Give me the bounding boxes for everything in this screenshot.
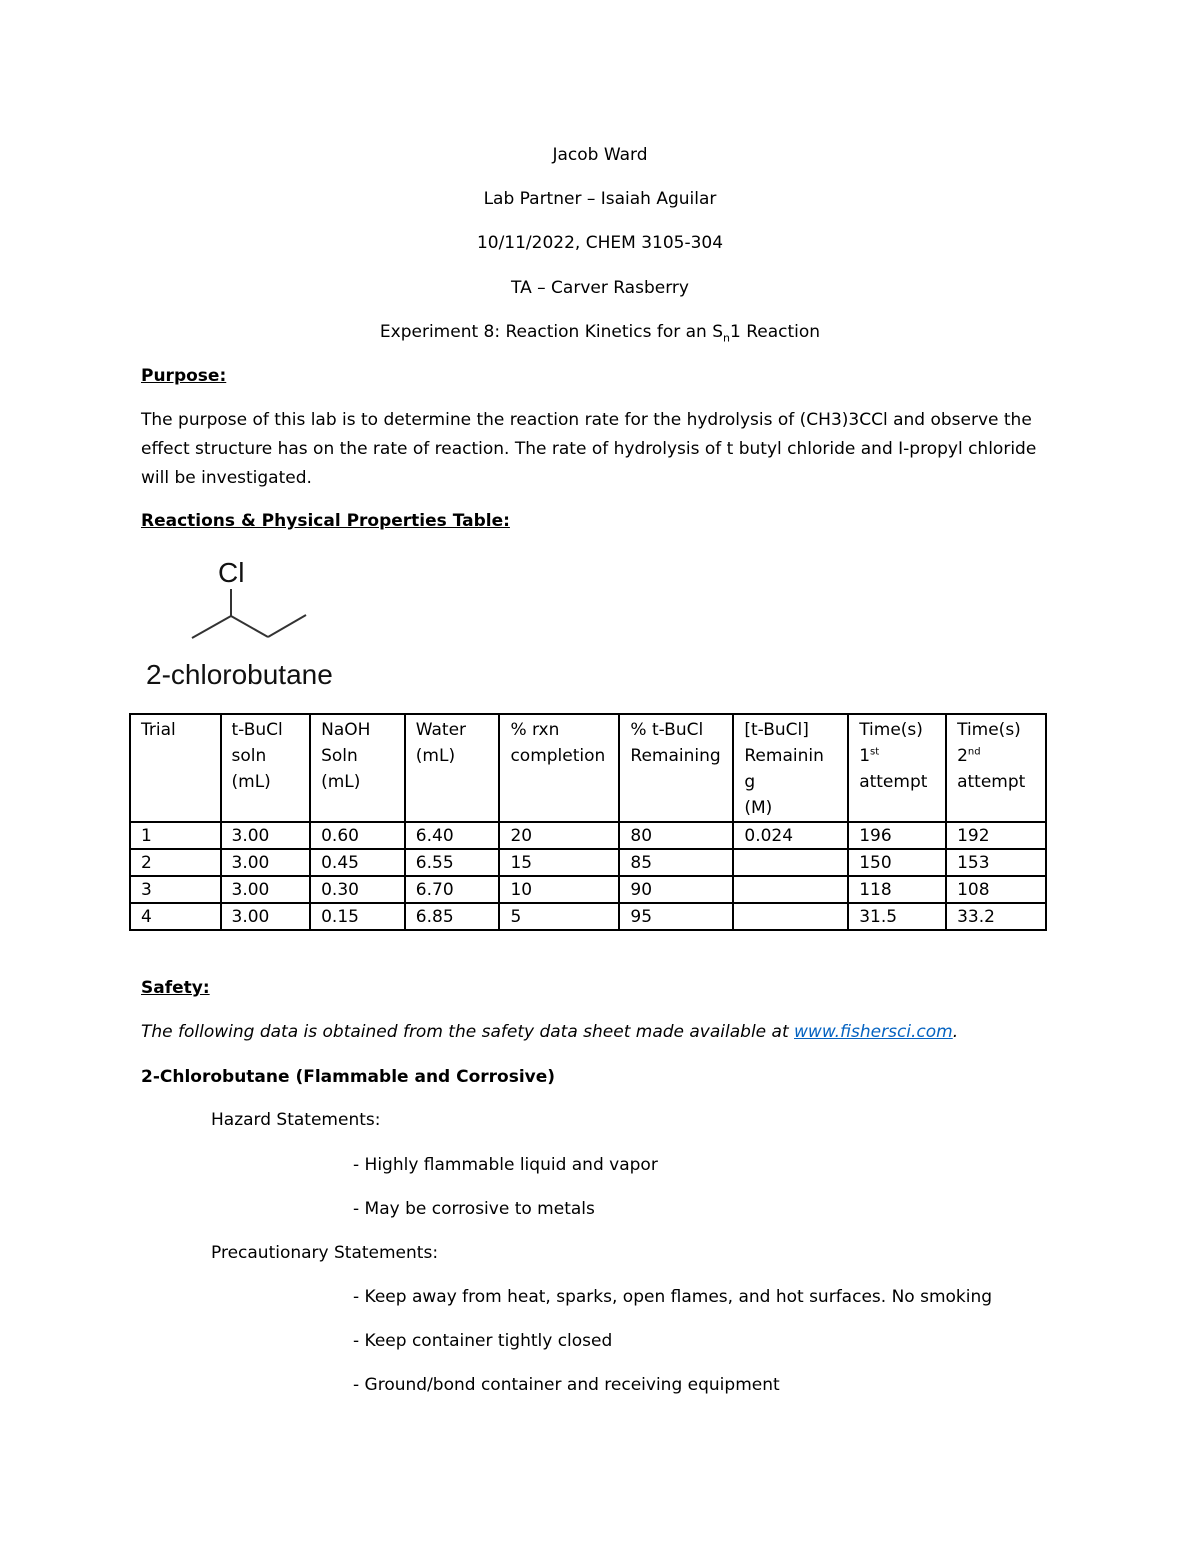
table-cell: 150 [848, 849, 946, 876]
table-cell: 6.55 [405, 849, 500, 876]
header-label: 2 [957, 746, 968, 766]
header-rxn-completion [499, 714, 619, 822]
header-label: (M) [744, 798, 773, 818]
experiment-title-subscript: n [723, 331, 730, 345]
table-cell [733, 903, 848, 930]
safety-heading: Safety: [141, 978, 210, 998]
header-label: NaOH [321, 720, 371, 740]
table-cell: 0.45 [310, 849, 405, 876]
table-cell: 0.60 [310, 822, 405, 849]
table-cell: 15 [499, 849, 619, 876]
structure-cl-label: Cl [218, 557, 245, 588]
header-time-first [848, 714, 946, 822]
date-course: 10/11/2022, CHEM 3105-304 [476, 233, 724, 253]
precaution-item: - Keep away from heat, sparks, open flames, and hot surfaces. No smoking [353, 1287, 993, 1307]
table-cell: 80 [619, 822, 733, 849]
header-label: Soln [321, 746, 358, 766]
experiment-title [0, 322, 1200, 344]
bond-left [192, 616, 231, 638]
purpose-heading: Purpose: [141, 366, 227, 386]
header-naoh-soln [310, 714, 405, 822]
bond-right [268, 615, 306, 637]
table-header-row [130, 714, 1046, 822]
table-row [130, 876, 1046, 903]
purpose-text: The purpose of this lab is to determine the reaction rate for the hydrolysis of (CH3)3CCl and observe the effect structure has on the rate of reaction. The rate of hydrolysis of t butyl chloride and I-propyl chloride will be investigated. [141, 410, 1037, 488]
table-cell: 31.5 [848, 903, 946, 930]
header-label: Time(s) [859, 720, 923, 740]
header-label: Remaining [630, 746, 721, 766]
hazard-item: - May be corrosive to metals [353, 1199, 595, 1219]
table-cell: 3.00 [221, 822, 311, 849]
header-label: Trial [141, 720, 176, 740]
safety-intro-period: . [952, 1022, 959, 1042]
table-cell: 4 [130, 903, 221, 930]
safety-intro [141, 1022, 958, 1042]
hazard-item: - Highly flammable liquid and vapor [353, 1155, 658, 1175]
table-cell: 33.2 [946, 903, 1046, 930]
table-cell: 0.30 [310, 876, 405, 903]
table-cell: 153 [946, 849, 1046, 876]
experiment-title-prefix: Experiment 8: Reaction Kinetics for an S [379, 322, 724, 342]
structure-name-label: 2-chlorobutane [146, 659, 333, 690]
precaution-heading: Precautionary Statements: [211, 1243, 439, 1263]
header-label: attempt [859, 772, 928, 792]
header-label: st [870, 746, 880, 758]
header-water [405, 714, 500, 822]
structure-2-chlorobutane [140, 553, 380, 693]
header-label: (mL) [415, 746, 456, 766]
header-tbucl-remaining [619, 714, 733, 822]
table-cell: 90 [619, 876, 733, 903]
chemical-name: 2-Chlorobutane (Flammable and Corrosive) [141, 1067, 556, 1087]
header-label: % t-BuCl [630, 720, 704, 740]
header-label: Remainin [744, 746, 824, 766]
table-cell: 10 [499, 876, 619, 903]
table-cell: 85 [619, 849, 733, 876]
table-row [130, 849, 1046, 876]
table-cell: 3.00 [221, 903, 311, 930]
precaution-item: - Ground/bond container and receiving equipment [353, 1375, 780, 1395]
table-cell: 2 [130, 849, 221, 876]
table-row [130, 903, 1046, 930]
header-label: [t-BuCl] [744, 720, 809, 740]
table-cell: 192 [946, 822, 1046, 849]
table-cell: 118 [848, 876, 946, 903]
experiment-title-suffix: 1 Reaction [730, 322, 821, 342]
table-cell: 108 [946, 876, 1046, 903]
table-cell: 3.00 [221, 876, 311, 903]
table-cell: 3 [130, 876, 221, 903]
hazard-heading: Hazard Statements: [211, 1110, 381, 1130]
header-trial [130, 714, 221, 822]
table-cell [733, 876, 848, 903]
author-name: Jacob Ward [552, 145, 648, 165]
fishersci-link[interactable]: www.fishersci.com [794, 1022, 953, 1042]
teaching-assistant: TA – Carver Rasberry [511, 278, 689, 298]
header-tbucl-concentration [733, 714, 848, 822]
kinetics-data-table [129, 713, 1047, 931]
table-cell: 6.85 [405, 903, 500, 930]
header-label: completion [510, 746, 606, 766]
table-cell: 0.024 [733, 822, 848, 849]
table-cell: 3.00 [221, 849, 311, 876]
header-label: attempt [957, 772, 1026, 792]
reactions-heading: Reactions & Physical Properties Table: [141, 511, 510, 531]
header-label: Water [415, 720, 467, 740]
header-tbucl-soln [221, 714, 311, 822]
header-label: g [744, 772, 756, 792]
header-label: (mL) [321, 772, 361, 792]
lab-partner: Lab Partner – Isaiah Aguilar [483, 189, 717, 209]
header-label: 1 [859, 746, 871, 766]
safety-intro-text: The following data is obtained from the safety data sheet made available at [141, 1022, 795, 1042]
table-cell: 5 [499, 903, 619, 930]
table-cell: 6.70 [405, 876, 500, 903]
table-cell: 1 [130, 822, 221, 849]
table-cell: 20 [499, 822, 619, 849]
bond-middle [231, 616, 268, 637]
header-label: Time(s) [957, 720, 1021, 740]
header-time-second [946, 714, 1046, 822]
header-label: soln [231, 746, 267, 766]
header-label: nd [967, 746, 981, 758]
header-label: % rxn [510, 720, 560, 740]
table-cell: 95 [619, 903, 733, 930]
table-cell: 6.40 [405, 822, 500, 849]
table-cell [733, 849, 848, 876]
header-label: (mL) [231, 772, 271, 792]
table-cell: 196 [848, 822, 946, 849]
table-cell: 0.15 [310, 903, 405, 930]
header-label: t-BuCl [231, 720, 283, 740]
table-row [130, 822, 1046, 849]
precaution-item: - Keep container tightly closed [353, 1331, 613, 1351]
